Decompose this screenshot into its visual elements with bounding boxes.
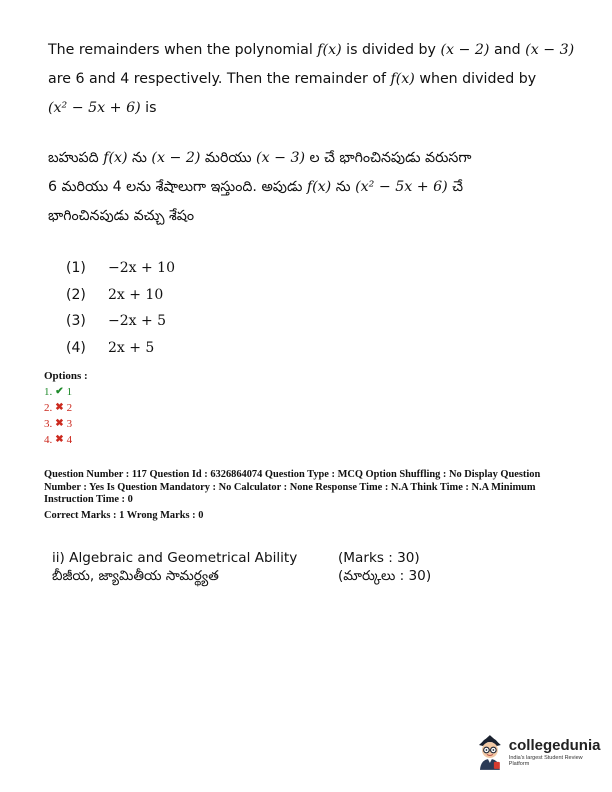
- math-quadratic-divisor: (x² − 5x + 6): [48, 100, 141, 116]
- logo-tagline: India's largest Student Review Platform: [508, 755, 583, 767]
- section-marks-telugu: (మార్కులు : 30): [338, 568, 432, 584]
- option-1: 1. ✔ 1: [44, 386, 73, 398]
- check-icon: ✔: [55, 386, 64, 397]
- math-fx: f(x): [317, 42, 342, 58]
- choice-3: (3) −2x + 5: [66, 313, 167, 330]
- section-marks: [338, 549, 431, 585]
- student-mascot-icon: [474, 732, 506, 772]
- question-line-3: (x² − 5x + 6) is: [48, 100, 157, 116]
- question-line-2: are 6 and 4 respectively. Then the remainder of f(x) when divided by: [48, 71, 537, 87]
- question-line-1: The remainders when the polynomial f(x) is divided by (x − 2) and (x − 3): [48, 42, 575, 58]
- telugu-line-1: బహుపది f(x) ను (x − 2) మరియు (x − 3) ల చే భాగించినపుడు వరుసగా: [48, 150, 472, 166]
- telugu-line-3: భాగించినపుడు వచ్చు శేషం: [48, 208, 195, 224]
- options-header: Options :: [44, 370, 88, 382]
- cross-icon: ✖: [55, 402, 64, 413]
- cross-icon: ✖: [55, 434, 64, 445]
- telugu-line-2: 6 మరియు 4 లను శేషాలుగా ఇస్తుంది. అపుడు f(x) ను (x² − 5x + 6) చే: [48, 179, 464, 195]
- options-list: [44, 368, 88, 448]
- option-2: 2. ✖ 2: [44, 402, 73, 414]
- collegedunia-logo: [474, 730, 604, 774]
- math-fx: f(x): [390, 71, 415, 87]
- marks-info: Correct Marks : 1 Wrong Marks : 0: [44, 509, 204, 521]
- question-telugu: [48, 144, 578, 231]
- option-4: 4. ✖ 4: [44, 434, 73, 446]
- choice-1: (1) −2x + 10: [66, 260, 175, 277]
- math-divisor-2: (x − 3): [525, 42, 575, 58]
- section-marks-english: (Marks : 30): [338, 550, 420, 566]
- math-divisor-1: (x − 2): [440, 42, 490, 58]
- cross-icon: ✖: [55, 418, 64, 429]
- metadata-info: Question Number : 117 Question Id : 6326864074 Question Type : MCQ Option Shuffling : No Display Question Number : Yes Is Question Mandatory : No Calculator : None Response Time : N.A Think Time : N.A Minimum Instruction Time : 0: [44, 469, 541, 506]
- question-english: [48, 36, 575, 123]
- section-title-english: ii) Algebraic and Geometrical Ability: [52, 550, 298, 566]
- option-3: 3. ✖ 3: [44, 418, 73, 430]
- answer-choices: [66, 255, 175, 361]
- choice-2: (2) 2x + 10: [66, 286, 164, 303]
- section-title-telugu: బీజీయ, జ్యామితీయ సామర్థ్యత: [52, 568, 219, 584]
- section-title: [52, 549, 297, 585]
- choice-4: (4) 2x + 5: [66, 339, 155, 356]
- question-metadata: [44, 469, 572, 522]
- logo-name: collegedunia: [508, 737, 601, 754]
